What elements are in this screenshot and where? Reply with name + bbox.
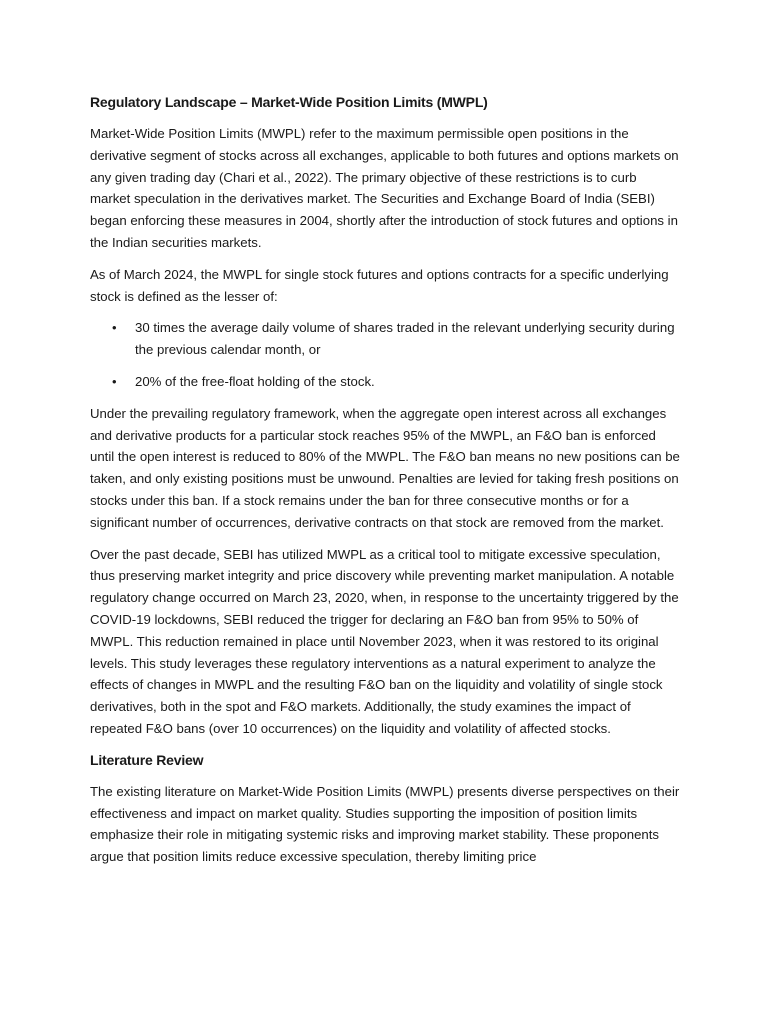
section-heading-regulatory-landscape: Regulatory Landscape – Market-Wide Position Limits (MWPL) <box>90 94 488 110</box>
bullet-text: 20% of the free-float holding of the stock. <box>135 373 375 389</box>
paragraph-mwpl-definition: Market-Wide Position Limits (MWPL) refer to the maximum permissible open positions in the derivative segment of stocks across all exchanges, applicable to both futures and options markets on any given trading day (Chari et al., 2022). The primary objective of these restrictions is to curb market speculation in the derivatives market. The Securities and Exchange Board of India (SEBI) began enforcing these measures in 2004, shortly after the introduction of stock futures and options in the Indian securities markets. <box>90 126 679 250</box>
paragraph-sebi-mwpl-usage: Over the past decade, SEBI has utilized MWPL as a critical tool to mitigate excessive speculation, thus preserving market integrity and price discovery while preventing market manipulation. A notable regulatory change occurred on March 23, 2020, when, in response to the uncertainty triggered by the COVID-19 lockdowns, SEBI reduced the trigger for declaring an F&O ban from 95% to 50% of MWPL. This reduction remained in place until November 2023, when it was restored to its original levels. This study leverages these regulatory interventions as a natural experiment to analyze the effects of changes in MWPL and the resulting F&O ban on the liquidity and volatility of single stock derivatives, both in the spot and F&O markets. Additionally, the study examines the impact of repeated F&O bans (over 10 occurrences) on the liquidity and volatility of affected stocks. <box>90 546 679 736</box>
section-heading-literature-review: Literature Review <box>90 751 204 768</box>
paragraph-mwpl-lesser-of: As of March 2024, the MWPL for single stock futures and options contracts for a specific underlying stock is defined as the lesser of: <box>90 266 669 304</box>
bullet-text: 30 times the average daily volume of shares traded in the relevant underlying security during the previous calendar month, or <box>135 320 675 358</box>
paragraph-fo-ban-framework: Under the prevailing regulatory framework, when the aggregate open interest across all exchanges and derivative products for a particular stock reaches 95% of the MWPL, an F&O ban is enforced until the open interest is reduced to 80% of the MWPL. The F&O ban means no new positions can be taken, and only existing positions must be unwound. Penalties are levied for taking fresh positions on stocks under this ban. If a stock remains under the ban for three consecutive months or for a significant number of occurrences, derivative contracts on that stock are removed from the market. <box>90 405 680 530</box>
paragraph-literature-review: The existing literature on Market-Wide Position Limits (MWPL) presents diverse perspectives on their effectiveness and impact on market quality. Studies supporting the imposition of position limits emphasize their role in mitigating systemic risks and improving market stability. These proponents argue that position limits reduce excessive speculation, thereby limiting price <box>90 783 680 865</box>
bullet-icon: • <box>112 373 117 389</box>
bullet-item <box>90 317 680 361</box>
bullet-item <box>90 371 680 393</box>
bullet-list <box>90 317 680 392</box>
document-body <box>90 92 680 878</box>
bullet-icon: • <box>112 320 117 336</box>
